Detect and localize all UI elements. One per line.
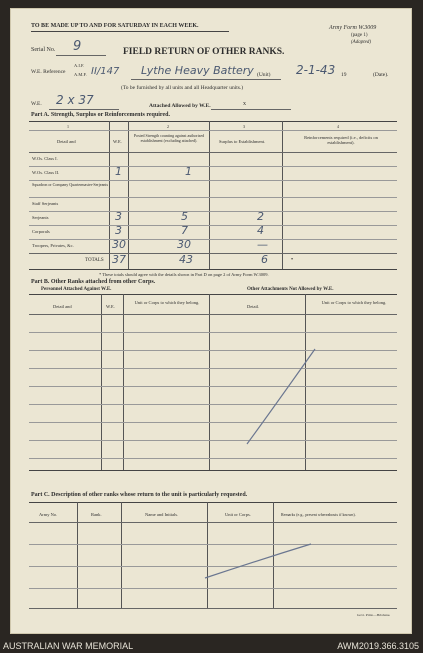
row-detail: W.Os. Class I. — [32, 156, 58, 161]
we2-line — [49, 109, 119, 110]
footer-institution: AUSTRALIAN WAR MEMORIAL — [3, 641, 134, 651]
part-a-table — [29, 121, 397, 269]
serial-label: Serial No. — [31, 47, 56, 53]
amf-label: A.M.F. — [74, 72, 87, 77]
row-posted: 5 — [181, 210, 188, 223]
part-c-header: Rank. — [91, 512, 102, 517]
totals-label: TOTALS — [85, 258, 104, 263]
part-a-row — [29, 152, 397, 166]
row-detail: Serjeants — [32, 215, 49, 220]
we-reference-label: W.E. Reference — [31, 69, 66, 75]
row-posted: 1 — [185, 165, 192, 178]
part-c-header: Army No. — [39, 512, 58, 517]
unit-label: (Unit) — [257, 72, 271, 78]
part-b-left-sub: Personnel Attached Against W.E. — [41, 287, 112, 292]
part-a-numrow-line — [29, 130, 397, 131]
row-posted: 30 — [177, 238, 191, 251]
part-c-header: Unit or Corps. — [225, 512, 251, 517]
part-a-col-num: 1 — [67, 124, 69, 129]
part-b-header: W.E. — [106, 304, 115, 309]
row-surplus: — — [257, 238, 268, 251]
part-b-header: Detail. — [247, 304, 260, 309]
part-a-header: W.E. — [113, 139, 122, 144]
part-c-header: Remarks (e.g., present whereabouts if known). — [281, 512, 356, 517]
totals-note: * These totals should agree with the details shown in Part D on page 2 of Army Form W.3009. — [99, 272, 269, 277]
row-we: 30 — [112, 238, 126, 251]
we-reference-value: II/147 — [91, 66, 120, 77]
row-surplus: 4 — [257, 224, 264, 237]
totals-line — [29, 269, 397, 270]
row-we: 3 — [115, 210, 122, 223]
part-b-strike-through — [29, 294, 397, 470]
part-a-col-num: 3 — [243, 124, 245, 129]
part-a-col-num: 4 — [337, 124, 339, 129]
part-b-header: Detail and — [53, 304, 72, 309]
row-surplus: 2 — [257, 210, 264, 223]
part-b-title: Part B. Other Ranks attached from other Corps. — [31, 279, 156, 285]
part-b-table — [29, 294, 397, 470]
furnished-note: (To be furnished by all units and all Headquarter units.) — [121, 85, 244, 91]
row-detail: Corporals — [32, 229, 50, 234]
row-detail: Squadron or Company Quartermaster-Serjeants — [32, 182, 109, 187]
part-a-col-num: 2 — [167, 124, 169, 129]
unit-line — [131, 79, 281, 80]
part-c-title: Part C. Description of other ranks whose return to the unit is particularly requested. — [31, 492, 248, 498]
part-a-row — [29, 239, 397, 253]
form-title: FIELD RETURN OF OTHER RANKS. — [123, 47, 285, 57]
archive-footer — [0, 637, 423, 653]
part-b-right-sub: Other Attachments Not Allowed by W.E. — [247, 287, 334, 292]
year-prefix: 19 — [341, 72, 347, 78]
part-b-header: Unit or Corps to which they belong. — [321, 300, 387, 305]
part-a-header: Posted Strength counting against authorised establishment (excluding attached). — [133, 133, 205, 143]
footer-accession: AWM2019.366.3105 — [337, 641, 419, 651]
adapted-label: (Adapted) — [351, 40, 371, 45]
totals-we: 37 — [112, 253, 126, 266]
aif-label: A.I.F. — [74, 63, 85, 68]
row-detail: Troopers, Privates, &c. — [32, 243, 74, 248]
serial-value: 9 — [73, 39, 82, 54]
row-we: 3 — [115, 224, 122, 237]
page-label: (page 1) — [351, 33, 368, 38]
row-posted: 7 — [181, 224, 188, 237]
part-a-totals-row — [29, 253, 397, 269]
totals-posted: 43 — [179, 253, 193, 266]
date-label: (Date). — [373, 72, 389, 78]
part-a-row — [29, 166, 397, 180]
part-a-row — [29, 197, 397, 211]
form-page — [10, 8, 412, 634]
row-we: 1 — [115, 165, 122, 178]
part-a-row — [29, 180, 397, 197]
unit-value: Lythe Heavy Battery — [141, 64, 254, 77]
attached-x: x — [243, 101, 246, 107]
attached-line — [211, 109, 291, 110]
totals-surplus: 6 — [261, 253, 268, 266]
part-a-header: Detail and — [57, 139, 76, 144]
army-form-label: Army Form W.3009 — [329, 25, 377, 31]
part-a-header: Surplus to Establishment. — [219, 139, 266, 144]
instruction-text: TO BE MADE UP TO AND FOR SATURDAY IN EACH WEEK. — [31, 23, 199, 29]
we2-value: 2 x 37 — [56, 93, 94, 107]
row-detail: W.Os. Class II. — [32, 170, 60, 175]
date-value: 2-1-43 — [296, 63, 336, 77]
part-c-strike-through — [29, 502, 397, 609]
part-b-header: Unit or Corps to which they belong. — [134, 300, 200, 305]
serial-line — [56, 55, 106, 56]
attached-label: Attached Allowed by W.E. — [149, 103, 211, 109]
part-a-header: Reinforcements required (i.e., deficits on establishment). — [304, 135, 378, 145]
part-c-table — [29, 502, 397, 609]
we2-label: W.E. — [31, 101, 42, 107]
part-a-row — [29, 225, 397, 239]
part-b-bottom-line — [29, 470, 397, 471]
part-a-row — [29, 211, 397, 225]
part-a-title: Part A. Strength, Surplus or Reinforcements required. — [31, 112, 170, 118]
instruction-underline — [31, 31, 229, 32]
part-c-header: Name and Initials. — [145, 512, 179, 517]
row-detail: Staff Serjeants — [32, 201, 59, 206]
totals-reinf: • — [291, 257, 294, 263]
printer-credit: Govt. Print.—Brisbane. — [357, 613, 391, 617]
